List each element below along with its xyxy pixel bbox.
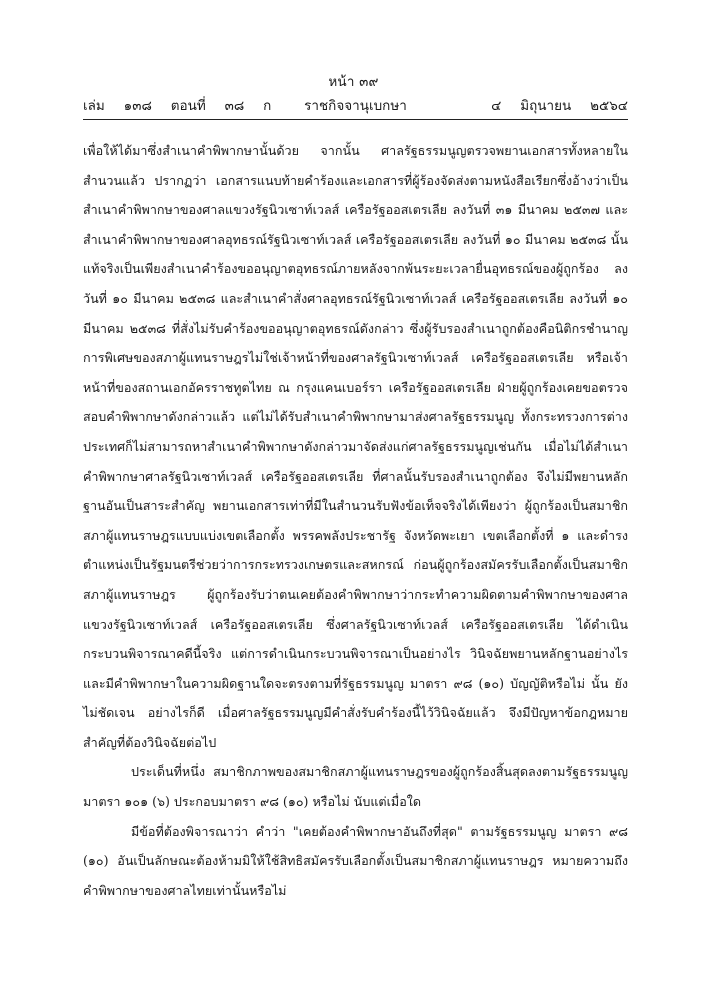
body-paragraph-issue-one: ประเด็นที่หนึ่ง สมาชิกภาพของสมาชิกสภาผู้แทนราษฎรของผู้ถูกร้องสิ้นสุดลงตามรัฐธรรมนูญ มาตรา ๑๐๑ (๖) ประกอบมาตรา ๙๘ (๑๐) หรือไม่ นับแต่เมื่อใด — [83, 764, 628, 810]
running-header — [83, 94, 628, 114]
publication-name: ราชกิจจานุเบกษา — [304, 98, 407, 114]
header-divider — [83, 119, 628, 120]
volume-issue: เล่ม ๑๓๘ ตอนที่ ๓๘ ก — [83, 98, 272, 114]
body-paragraph-continuation: เพื่อให้ได้มาซึ่งสำเนาคำพิพากษานั้นด้วย จากนั้น ศาลรัฐธรรมนูญตรวจพยานเอกสารทั้งหลายในสำนวนแล้ว ปรากฏว่า เอกสารแนบท้ายคำร้องและเอกสารที่ผู้ร้องจัดส่งตามหนังสือเรียกซึ่งอ้างว่าเป็นสำเนาคำพิพากษาของศาลแขวงรัฐนิวเซาท์เวลส์ เครือรัฐออสเตรเลีย ลงวันที่ ๓๑ มีนาคม ๒๕๓๗ และสำเนาคำพิพากษาของศาลอุทธรณ์รัฐนิวเซาท์เวลส์ เครือรัฐออสเตรเลีย ลงวันที่ ๑๐ มีนาคม ๒๕๓๘ นั้น แท้จริงเป็นเพียงสำเนาคำร้องขออนุญาตอุทธรณ์ภายหลังจากพ้นระยะเวลายื่นอุทธรณ์ของผู้ถูกร้อง ลงวันที่ ๑๐ มีนาคม ๒๕๓๘ และสำเนาคำสั่งศาลอุทธรณ์รัฐนิวเซาท์เวลส์ เครือรัฐออสเตรเลีย ลงวันที่ ๑๐ มีนาคม ๒๕๓๘ ที่สั่งไม่รับคำร้องขออนุญาตอุทธรณ์ดังกล่าว ซึ่งผู้รับรองสำเนาถูกต้องคือนิติกรชำนาญการพิเศษของสภาผู้แทนราษฎรไม่ใช่เจ้าหน้าที่ของศาลรัฐนิวเซาท์เวลส์ เครือรัฐออสเตรเลีย หรือเจ้าหน้าที่ของสถานเอกอัครราชทูตไทย ณ กรุงแคนเบอร์รา เครือรัฐออสเตรเลีย ฝ่ายผู้ถูกร้องเคยขอตรวจสอบคำพิพากษาดังกล่าวแล้ว แต่ไม่ได้รับสำเนาคำพิพากษามาส่งศาลรัฐธรรมนูญ ทั้งกระทรวงการต่างประเทศก็ไม่สามารถหาสำเนาคำพิพากษาดังกล่าวมาจัดส่งแก่ศาลรัฐธรรมนูญเช่นกัน เมื่อไม่ได้สำเนาคำพิพากษาศาลรัฐนิวเซาท์เวลส์ เครือรัฐออสเตรเลีย ที่ศาลนั้นรับรองสำเนาถูกต้อง จึงไม่มีพยานหลักฐานอันเป็นสาระสำคัญ พยานเอกสารเท่าที่มีในสำนวนรับฟังข้อเท็จจริงได้เพียงว่า ผู้ถูกร้องเป็นสมาชิกสภาผู้แทนราษฎรแบบแบ่งเขตเลือกตั้ง พรรคพลังประชารัฐ จังหวัดพะเยา เขตเลือกตั้งที่ ๑ และดำรงตำแหน่งเป็นรัฐมนตรีช่วยว่าการกระทรวงเกษตรและสหกรณ์ ก่อนผู้ถูกร้องสมัครรับเลือกตั้งเป็นสมาชิกสภาผู้แทนราษฎร ผู้ถูกร้องรับว่าตนเคยต้องคำพิพากษาว่ากระทำความผิดตามคำพิพากษาของศาลแขวงรัฐนิวเซาท์เวลส์ เครือรัฐออสเตรเลีย ซึ่งศาลรัฐนิวเซาท์เวลส์ เครือรัฐออสเตรเลีย ได้ดำเนินกระบวนพิจารณาคดีนี้จริง แต่การดำเนินกระบวนพิจารณาเป็นอย่างไร วินิจฉัยพยานหลักฐานอย่างไร และมีคำพิพากษาในความผิดฐานใดจะตรงตามที่รัฐธรรมนูญ มาตรา ๙๘ (๑๐) บัญญัติหรือไม่ นั้น ยังไม่ชัดเจน อย่างไรก็ดี เมื่อศาลรัฐธรรมนูญมีคำสั่งรับคำร้องนี้ไว้วินิจฉัยแล้ว จึงมีปัญหาข้อกฎหมายสำคัญที่ต้องวินิจฉัยต่อไป — [83, 143, 628, 750]
page-number: หน้า ๓๙ — [328, 74, 379, 90]
body-paragraph-consideration: มีข้อที่ต้องพิจารณาว่า คำว่า "เคยต้องคำพิพากษาอันถึงที่สุด" ตามรัฐธรรมนูญ มาตรา ๙๘ (๑๐) อันเป็นลักษณะต้องห้ามมิให้ใช้สิทธิสมัครรับเลือกตั้งเป็นสมาชิกสภาผู้แทนราษฎร หมายความถึงคำพิพากษาของศาลไทยเท่านั้นหรือไม่ — [83, 823, 628, 898]
publication-date: ๔ มิถุนายน ๒๕๖๔ — [491, 98, 628, 114]
document-body — [83, 136, 628, 905]
